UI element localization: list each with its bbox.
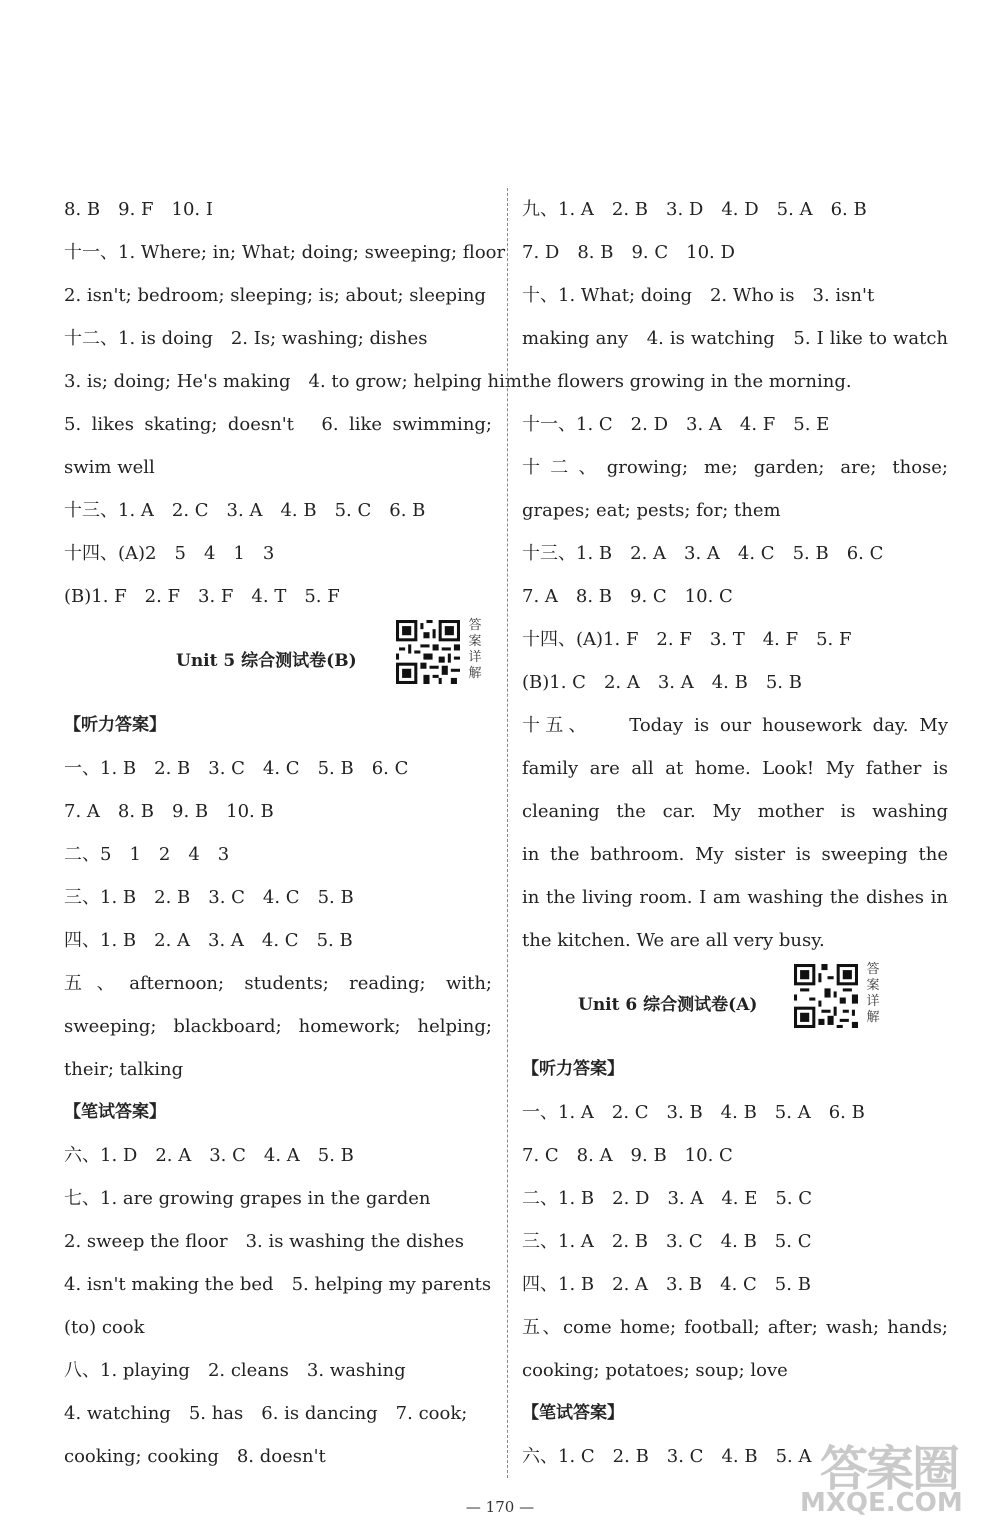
unit-header	[64, 618, 492, 704]
answer-line: grapes; eat; pests; for; them	[522, 500, 781, 521]
right-column	[522, 188, 948, 1478]
section-heading-written: 【笔试答案】	[522, 1403, 624, 1423]
answer-line: making any 4. is watching 5. I like to watch	[522, 328, 948, 349]
answer-line: 五、come home; football; after; wash; hands;	[522, 1317, 948, 1338]
qr-code-icon	[794, 964, 858, 1028]
answer-line: swim well	[64, 457, 155, 478]
answer-line: 8. B 9. F 10. I	[64, 199, 213, 220]
answer-line: 三、1. A 2. B 3. C 4. B 5. C	[522, 1231, 812, 1252]
answer-line: 十二、1. is doing 2. Is; washing; dishes	[64, 328, 428, 349]
answer-line: 2. isn't; bedroom; sleeping; is; about; sleeping	[64, 285, 486, 306]
answer-line: 十三、1. B 2. A 3. A 4. C 5. B 6. C	[522, 543, 884, 564]
answer-line: 7. A 8. B 9. C 10. C	[522, 586, 733, 607]
answer-line: 7. C 8. A 9. B 10. C	[522, 1145, 733, 1166]
answer-line: 4. watching 5. has 6. is dancing 7. cook;	[64, 1403, 468, 1424]
answer-line: 十四、(A)1. F 2. F 3. T 4. F 5. F	[522, 629, 852, 650]
qr-code-icon	[396, 620, 460, 684]
watermark	[790, 1430, 990, 1522]
answer-line: 二、5 1 2 4 3	[64, 844, 230, 865]
answer-line: 一、1. A 2. C 3. B 4. B 5. A 6. B	[522, 1102, 865, 1123]
answer-line: (B)1. C 2. A 3. A 4. B 5. B	[522, 672, 802, 693]
answer-line: 十二、growing; me; garden; are; those;	[522, 457, 948, 478]
answer-line: 九、1. A 2. B 3. D 4. D 5. A 6. B	[522, 199, 867, 220]
answer-line: cleaning the car. My mother is washing	[522, 801, 948, 822]
unit-title: Unit 6 综合测试卷(A)	[578, 995, 758, 1015]
left-column	[64, 188, 522, 1478]
answer-line: family are all at home. Look! My father is	[522, 758, 948, 779]
answer-line: 四、1. B 2. A 3. B 4. C 5. B	[522, 1274, 811, 1295]
answer-line: 一、1. B 2. B 3. C 4. C 5. B 6. C	[64, 758, 409, 779]
page-number: — 170 —	[465, 1498, 535, 1516]
answer-line: 2. sweep the floor 3. is washing the dishes	[64, 1231, 464, 1252]
column-divider	[507, 188, 508, 1478]
answer-line: (to) cook	[64, 1317, 145, 1338]
answer-line: 5. likes skating; doesn't 6. like swimming;	[64, 414, 492, 435]
answer-line: 7. A 8. B 9. B 10. B	[64, 801, 274, 822]
answer-line: 3. is; doing; He's making 4. to grow; helping him	[64, 371, 522, 392]
answer-line: the flowers growing in the morning.	[522, 371, 852, 392]
answer-line: sweeping; blackboard; homework; helping;	[64, 1016, 492, 1037]
answer-line: 四、1. B 2. A 3. A 4. C 5. B	[64, 930, 353, 951]
answer-line: 六、1. C 2. B 3. C 4. B 5. A	[522, 1446, 812, 1467]
unit-title: Unit 5 综合测试卷(B)	[176, 651, 357, 671]
answer-line: 十三、1. A 2. C 3. A 4. B 5. C 6. B	[64, 500, 426, 521]
answer-line: cooking; cooking 8. doesn't	[64, 1446, 326, 1467]
answer-line: 七、1. are growing grapes in the garden	[64, 1188, 431, 1209]
unit-header	[522, 962, 948, 1048]
section-heading-written: 【笔试答案】	[64, 1102, 166, 1122]
watermark-logo-text: 答案圈	[820, 1441, 959, 1497]
answer-line: 十五、 Today is our housework day. My	[522, 715, 948, 736]
answer-line: 十一、1. C 2. D 3. A 4. F 5. E	[522, 414, 830, 435]
answer-line: their; talking	[64, 1059, 184, 1080]
answer-line: 二、1. B 2. D 3. A 4. E 5. C	[522, 1188, 813, 1209]
answer-line: cooking; potatoes; soup; love	[522, 1360, 788, 1381]
answer-line: 八、1. playing 2. cleans 3. washing	[64, 1360, 406, 1381]
watermark-site-text: MXQE.COM	[800, 1488, 963, 1518]
answer-line: 4. isn't making the bed 5. helping my parents	[64, 1274, 492, 1295]
answer-line: 十四、(A)2 5 4 1 3	[64, 543, 275, 564]
answer-line: 7. D 8. B 9. C 10. D	[522, 242, 735, 263]
answer-line: 十、1. What; doing 2. Who is 3. isn't	[522, 285, 875, 306]
answer-line: 三、1. B 2. B 3. C 4. C 5. B	[64, 887, 354, 908]
section-heading-listening: 【听力答案】	[522, 1059, 624, 1079]
answer-line: 十一、1. Where; in; What; doing; sweeping; floor	[64, 242, 506, 263]
answer-line: in the bathroom. My sister is sweeping the	[522, 844, 948, 865]
answer-line: the kitchen. We are all very busy.	[522, 930, 825, 951]
section-heading-listening: 【听力答案】	[64, 715, 166, 735]
qr-label: 答案详解	[468, 618, 482, 681]
answer-line: (B)1. F 2. F 3. F 4. T 5. F	[64, 586, 340, 607]
answer-line: in the living room. I am washing the dishes in	[522, 887, 948, 908]
answer-line: 五、afternoon; students; reading; with;	[64, 973, 492, 994]
qr-label: 答案详解	[866, 962, 880, 1025]
answer-line: 六、1. D 2. A 3. C 4. A 5. B	[64, 1145, 354, 1166]
